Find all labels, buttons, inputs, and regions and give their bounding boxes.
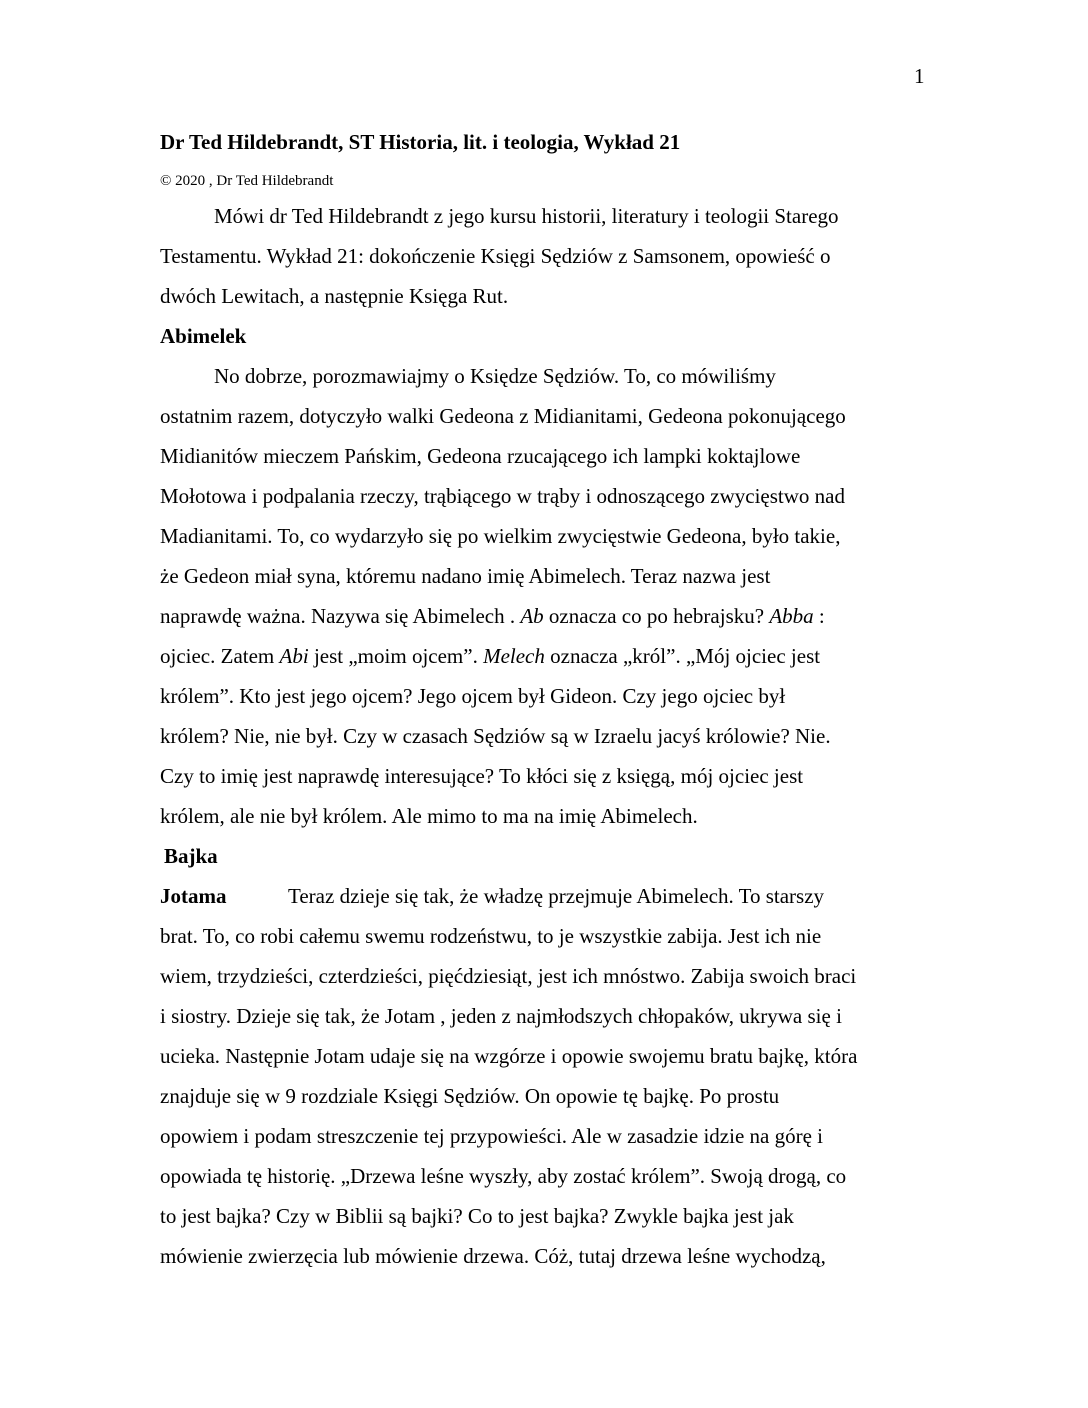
document-title: Dr Ted Hildebrandt, ST Historia, lit. i teologia, Wykład 21 <box>160 130 681 154</box>
paragraph-line: ucieka. Następnie Jotam udaje się na wzgórze i opowie swojemu bratu bajkę, która <box>160 1044 858 1068</box>
intro-line: Testamentu. Wykład 21: dokończenie Księgi Sędziów z Samsonem, opowieść o <box>160 244 831 268</box>
text-run: : <box>813 604 825 628</box>
page-number: 1 <box>914 64 925 88</box>
text-run: ojciec. Zatem <box>160 644 280 668</box>
paragraph-line: królem? Nie, nie był. Czy w czasach Sędziów są w Izraelu jacyś królowie? Nie. <box>160 724 831 748</box>
text-run: oznacza co po hebrajsku? <box>543 604 770 628</box>
paragraph-line: Midianitów mieczem Pańskim, Gedeona rzucającego ich lampki koktajlowe <box>160 444 801 468</box>
paragraph-line: że Gedeon miał syna, któremu nadano imię Abimelech. Teraz nazwa jest <box>160 564 771 588</box>
paragraph-line: Mołotowa i podpalania rzeczy, trąbiącego w trąby i odnoszącego zwycięstwo nad <box>160 484 845 508</box>
paragraph-line: Madianitami. To, co wydarzyło się po wielkim zwycięstwie Gedeona, było takie, <box>160 524 841 548</box>
paragraph-line: brat. To, co robi całemu swemu rodzeństwu, to je wszystkie zabija. Jest ich nie <box>160 924 822 948</box>
paragraph-line: Teraz dzieje się tak, że władzę przejmuje Abimelech. To starszy <box>288 884 825 908</box>
paragraph-line: królem, ale nie był królem. Ale mimo to ma na imię Abimelech. <box>160 804 698 828</box>
paragraph-line <box>160 606 825 627</box>
italic-term: Ab <box>520 604 544 628</box>
paragraph-line: wiem, trzydzieści, czterdzieści, pięćdziesiąt, jest ich mnóstwo. Zabija swoich braci <box>160 964 857 988</box>
paragraph-line: No dobrze, porozmawiajmy o Księdze Sędziów. To, co mówiliśmy <box>214 364 776 388</box>
paragraph-line: i siostry. Dzieje się tak, że Jotam , jeden z najmłodszych chłopaków, ukrywa się i <box>160 1004 842 1028</box>
paragraph-line: królem”. Kto jest jego ojcem? Jego ojcem był Gideon. Czy jego ojciec był <box>160 684 786 708</box>
paragraph-line: Czy to imię jest naprawdę interesujące? To kłóci się z księgą, mój ojciec jest <box>160 764 804 788</box>
paragraph-line: ostatnim razem, dotyczyło walki Gedeona z Midianitami, Gedeona pokonującego <box>160 404 846 428</box>
paragraph-line: znajduje się w 9 rozdziale Księgi Sędziów. On opowie tę bajkę. Po prostu <box>160 1084 780 1108</box>
text-run: oznacza „król”. „Mój ojciec jest <box>544 644 821 668</box>
section-heading-bajka: Bajka <box>164 844 218 868</box>
intro-line: Mówi dr Ted Hildebrandt z jego kursu historii, literatury i teologii Starego <box>214 204 839 228</box>
paragraph-line <box>160 646 820 667</box>
paragraph-line: to jest bajka? Czy w Biblii są bajki? Co to jest bajka? Zwykle bajka jest jak <box>160 1204 794 1228</box>
paragraph-line: opowiem i podam streszczenie tej przypowieści. Ale w zasadzie idzie na górę i <box>160 1124 823 1148</box>
section-heading-jotama: Jotama <box>160 884 227 908</box>
intro-line: dwóch Lewitach, a następnie Księga Rut. <box>160 284 509 308</box>
paragraph-line: opowiada tę historię. „Drzewa leśne wyszły, aby zostać królem”. Swoją drogą, co <box>160 1164 847 1188</box>
text-run: naprawdę ważna. Nazywa się Abimelech . <box>160 604 521 628</box>
section-heading-abimelek: Abimelek <box>160 324 247 348</box>
italic-term: Abi <box>279 644 309 668</box>
paragraph-line: mówienie zwierzęcia lub mówienie drzewa. Cóż, tutaj drzewa leśne wychodzą, <box>160 1244 826 1268</box>
copyright-line: © 2020 , Dr Ted Hildebrandt <box>160 173 334 189</box>
italic-term: Melech <box>483 644 545 668</box>
text-run: jest „moim ojcem”. <box>308 644 484 668</box>
italic-term: Abba <box>769 604 814 628</box>
